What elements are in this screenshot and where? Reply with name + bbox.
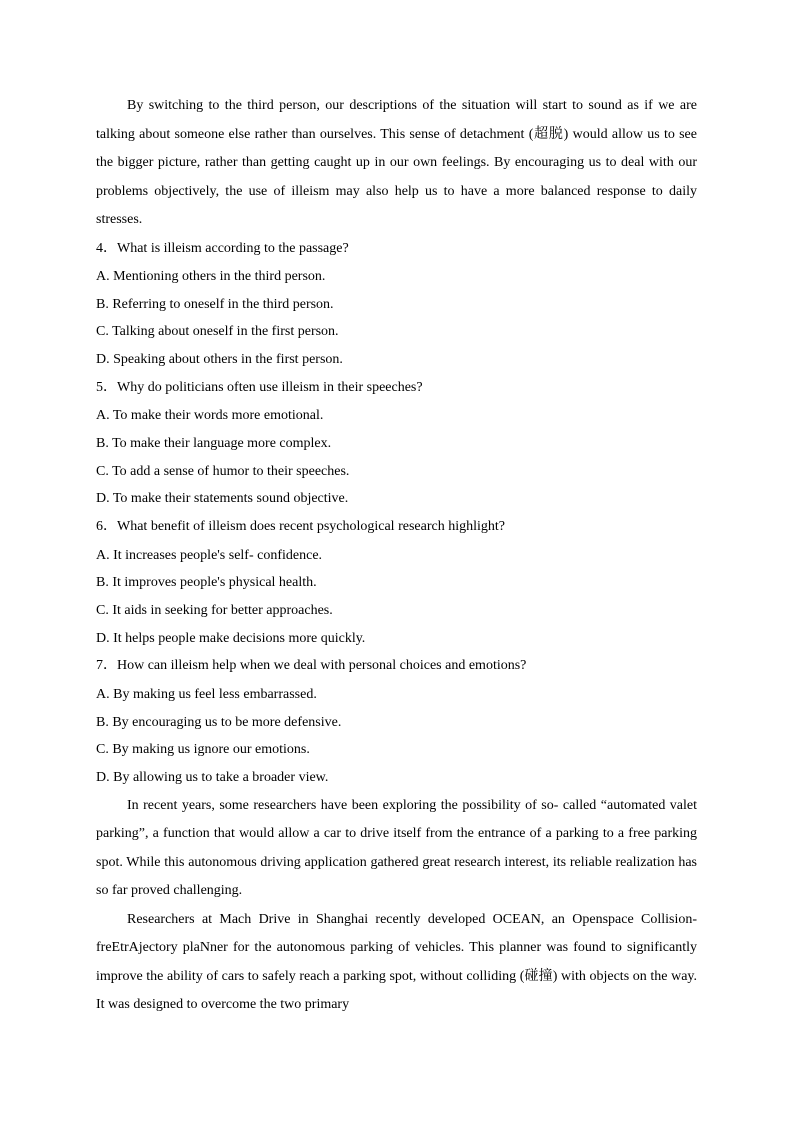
option-b: B. By encouraging us to be more defensive. xyxy=(96,714,342,730)
option-b: B. Referring to oneself in the third person. xyxy=(96,296,334,312)
passage-1-paragraph: By switching to the third person, our descriptions of the situation will start to sound as if we are talking about someone else rather than ourselves. This sense of detachment (超脱) would allow us to see the bigger picture, rather than getting caught up in our own feelings. By encouraging us to deal with our problems objectively, the use of illeism may also help us to have a more balanced response to daily stresses. xyxy=(96,98,697,227)
option-b: B. It improves people's physical health. xyxy=(96,575,317,591)
option-c: C. By making us ignore our emotions. xyxy=(96,742,310,758)
question-7 xyxy=(96,652,697,791)
passage-2-paragraph-2: Researchers at Mach Drive in Shanghai recently developed OCEAN, an Openspace Collision-freEtrAjectory plaNner for the autonomous parking of vehicles. This planner was found to significantly improve the ability of cars to safely reach a parking spot, without colliding (碰撞) with objects on the way. It was designed to overcome the two primary xyxy=(96,911,697,1013)
option-d: D. By allowing us to take a broader view. xyxy=(96,770,329,786)
option-a: A. It increases people's self- confidence. xyxy=(96,547,323,563)
option-a: A. To make their words more emotional. xyxy=(96,408,324,424)
question-stem: 7．How can illeism help when we deal with personal choices and emotions? xyxy=(96,658,527,674)
question-stem: 5．Why do politicians often use illeism in their speeches? xyxy=(96,379,423,395)
option-a: A. Mentioning others in the third person. xyxy=(96,269,326,284)
question-6 xyxy=(96,513,697,652)
question-stem: 4．What is illeism according to the passage? xyxy=(96,240,349,256)
option-b: B. To make their language more complex. xyxy=(96,436,332,452)
option-d: D. Speaking about others in the first person. xyxy=(96,352,343,368)
option-d: D. To make their statements sound objective. xyxy=(96,491,349,507)
document-page xyxy=(96,92,697,1020)
question-5 xyxy=(96,374,697,513)
option-d: D. It helps people make decisions more quickly. xyxy=(96,630,366,646)
option-c: C. Talking about oneself in the first person. xyxy=(96,324,339,340)
question-stem: 6．What benefit of illeism does recent psychological research highlight? xyxy=(96,519,505,535)
option-c: C. To add a sense of humor to their speeches. xyxy=(96,463,350,479)
question-4 xyxy=(96,235,697,374)
passage-2-paragraph-1: In recent years, some researchers have been exploring the possibility of so- called “automated valet parking”, a function that would allow a car to drive itself from the entrance of a parking to a free parking spot. While this autonomous driving application gathered great research interest, its reliable realization has so far proved challenging. xyxy=(96,797,697,899)
option-a: A. By making us feel less embarrassed. xyxy=(96,686,317,702)
option-c: C. It aids in seeking for better approaches. xyxy=(96,603,333,619)
